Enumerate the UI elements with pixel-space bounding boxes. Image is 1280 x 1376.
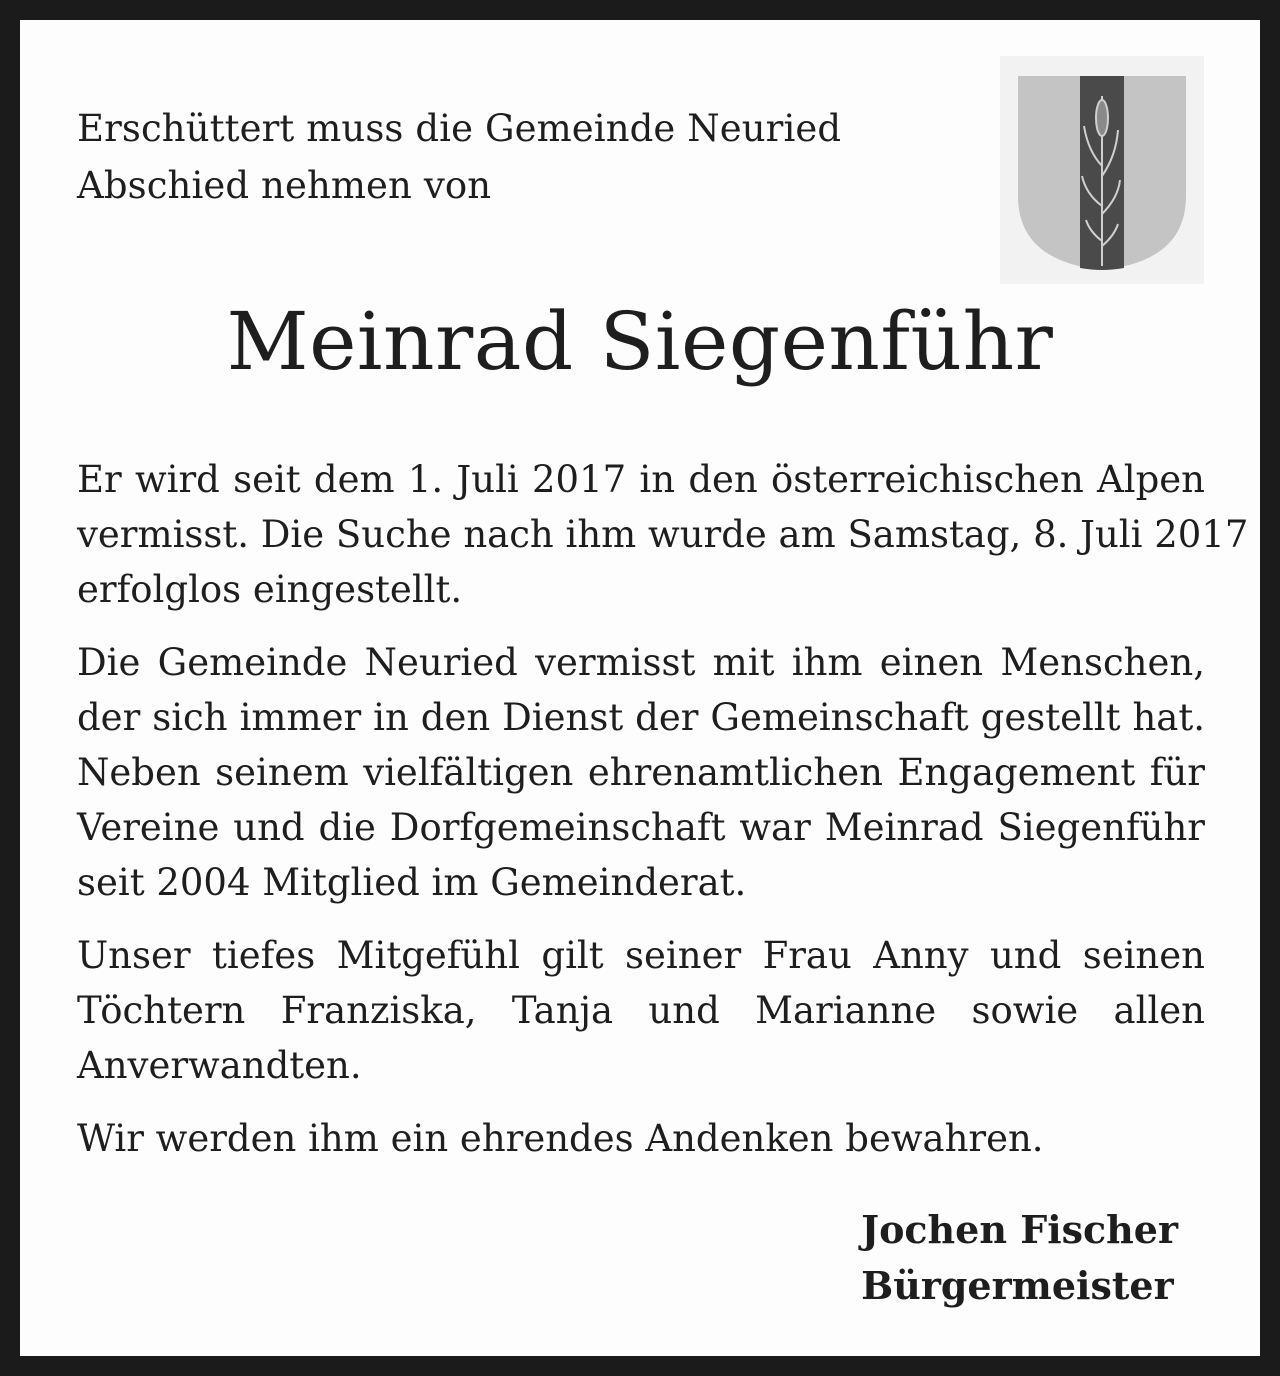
deceased-name: Meinrad Siegenführ (226, 295, 1054, 388)
body-line: Vereine und die Dorfgemeinschaft war Meinrad Siegenführ (77, 806, 1205, 849)
body-line: Die Gemeinde Neuried vermisst mit ihm einen Menschen, (77, 641, 1205, 684)
paragraph-missing (77, 452, 1249, 617)
coat-of-arms-icon (1000, 56, 1204, 284)
intro-text (77, 100, 841, 214)
body-line: Unser tiefes Mitgefühl gilt seiner Frau Anny und seinen (77, 934, 1205, 977)
paragraph-tribute (77, 635, 1205, 910)
body-line: Neben seinem vielfältigen ehrenamtlichen Engagement für (77, 751, 1205, 794)
intro-line-1: Erschüttert muss die Gemeinde Neuried (77, 107, 842, 150)
body-line: seit 2004 Mitglied im Gemeinderat. (77, 861, 747, 904)
body-line: vermisst. Die Suche nach ihm wurde am Samstag, 8. Juli 2017 (77, 513, 1249, 556)
body-line: der sich immer in den Dienst der Gemeinschaft gestellt hat. (77, 696, 1205, 739)
signatory-title: Bürgermeister (861, 1263, 1174, 1308)
body-line: erfolglos eingestellt. (77, 568, 463, 611)
body-line: Er wird seit dem 1. Juli 2017 in den österreichischen Alpen (77, 458, 1205, 501)
signatory-name: Jochen Fischer (861, 1207, 1178, 1252)
signature-block (861, 1202, 1178, 1314)
body-line: Wir werden ihm ein ehrendes Andenken bewahren. (77, 1117, 1044, 1160)
notice-body (77, 452, 1249, 1184)
intro-line-2: Abschied nehmen von (77, 164, 492, 207)
body-line: Anverwandten. (77, 1044, 362, 1087)
body-line: Töchtern Franziska, Tanja und Marianne sowie allen (77, 989, 1205, 1032)
paragraph-closing (77, 1111, 1205, 1166)
paragraph-condolence (77, 928, 1205, 1093)
